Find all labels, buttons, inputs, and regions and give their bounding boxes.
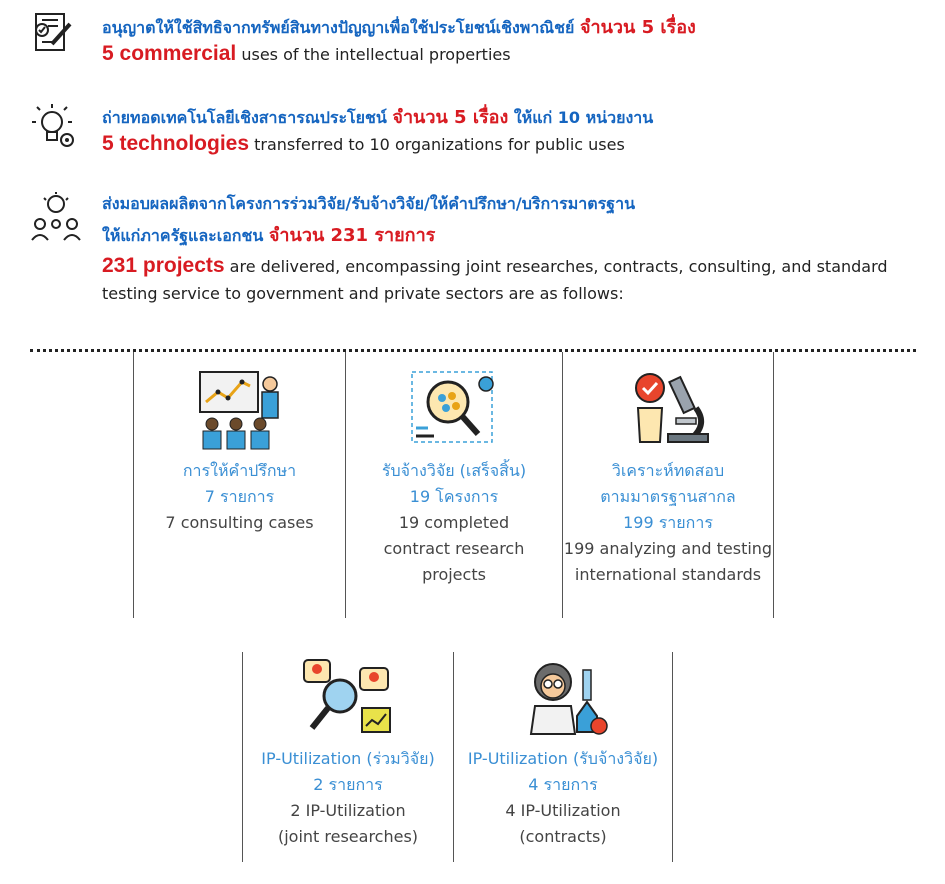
card-desc: 4 IP-Utilization (505, 801, 621, 820)
card-count: 199 รายการ (623, 513, 713, 532)
card-desc: 2 IP-Utilization (290, 801, 406, 820)
people-idea-icon (30, 190, 82, 246)
document-pen-icon (30, 10, 74, 58)
card-title: วิเคราะห์ทดสอบ (611, 461, 725, 480)
card-contract-research (346, 368, 562, 588)
presentation-icon (134, 368, 345, 452)
card-title: การให้คำปรึกษา (182, 461, 297, 480)
card-desc: 199 analyzing and testing (563, 539, 773, 558)
divider (773, 352, 774, 618)
card-ip-joint (243, 656, 453, 850)
section1-english: 5 commercial uses of the intellectual properties (102, 42, 511, 65)
card-count: 19 โครงการ (409, 487, 499, 506)
card-count: 2 รายการ (313, 775, 383, 794)
card-desc: 19 completed (398, 513, 510, 532)
card-desc: (joint researches) (277, 827, 419, 846)
dotted-divider (30, 349, 916, 352)
section2-thai: ถ่ายทอดเทคโนโลยีเชิงสาธารณประโยชน์ จำนวน 5 เรื่อง ให้แก่ 10 หน่วยงาน (102, 107, 654, 128)
card-title: รับจ้างวิจัย (เสร็จสิ้น) (381, 461, 527, 480)
card-testing (563, 368, 773, 588)
card-desc: (contracts) (519, 827, 607, 846)
card-title: IP-Utilization (รับจ้างวิจัย) (467, 749, 659, 768)
card-title: IP-Utilization (ร่วมวิจัย) (261, 749, 435, 768)
card-ip-contracts (454, 656, 672, 850)
section1-thai: อนุญาตให้ใช้สิทธิจากทรัพย์สินทางปัญญาเพื่อใช้ประโยชน์เชิงพาณิชย์ จำนวน 5 เรื่อง (102, 17, 696, 38)
card-desc: international standards (574, 565, 762, 584)
lightbulb-gear-icon (30, 100, 78, 156)
microscope-icon (563, 368, 773, 452)
section3-english: 231 projects are delivered, encompassing joint researches, contracts, consulting, and standard testing service to government and private sectors are as follows: (102, 254, 888, 303)
scientist-icon (454, 656, 672, 740)
section3-thai-line2: ให้แก่ภาครัฐและเอกชน จำนวน 231 รายการ (102, 225, 436, 246)
card-desc: projects (422, 565, 486, 584)
section3-thai-line1: ส่งมอบผลผลิตจากโครงการร่วมวิจัย/รับจ้างวิจัย/ให้คำปรึกษา/บริการมาตรฐาน (102, 194, 635, 213)
research-magnifier-icon (346, 368, 562, 452)
card-desc: 7 consulting cases (165, 513, 314, 532)
divider (672, 652, 673, 862)
card-count: 4 รายการ (528, 775, 598, 794)
card-consulting (134, 368, 345, 536)
card-desc: contract research (383, 539, 525, 558)
card-title-2: ตามมาตรฐานสากล (600, 487, 736, 506)
section2-english: 5 technologies transferred to 10 organizations for public uses (102, 132, 625, 155)
network-search-icon (243, 656, 453, 740)
card-count: 7 รายการ (204, 487, 275, 506)
